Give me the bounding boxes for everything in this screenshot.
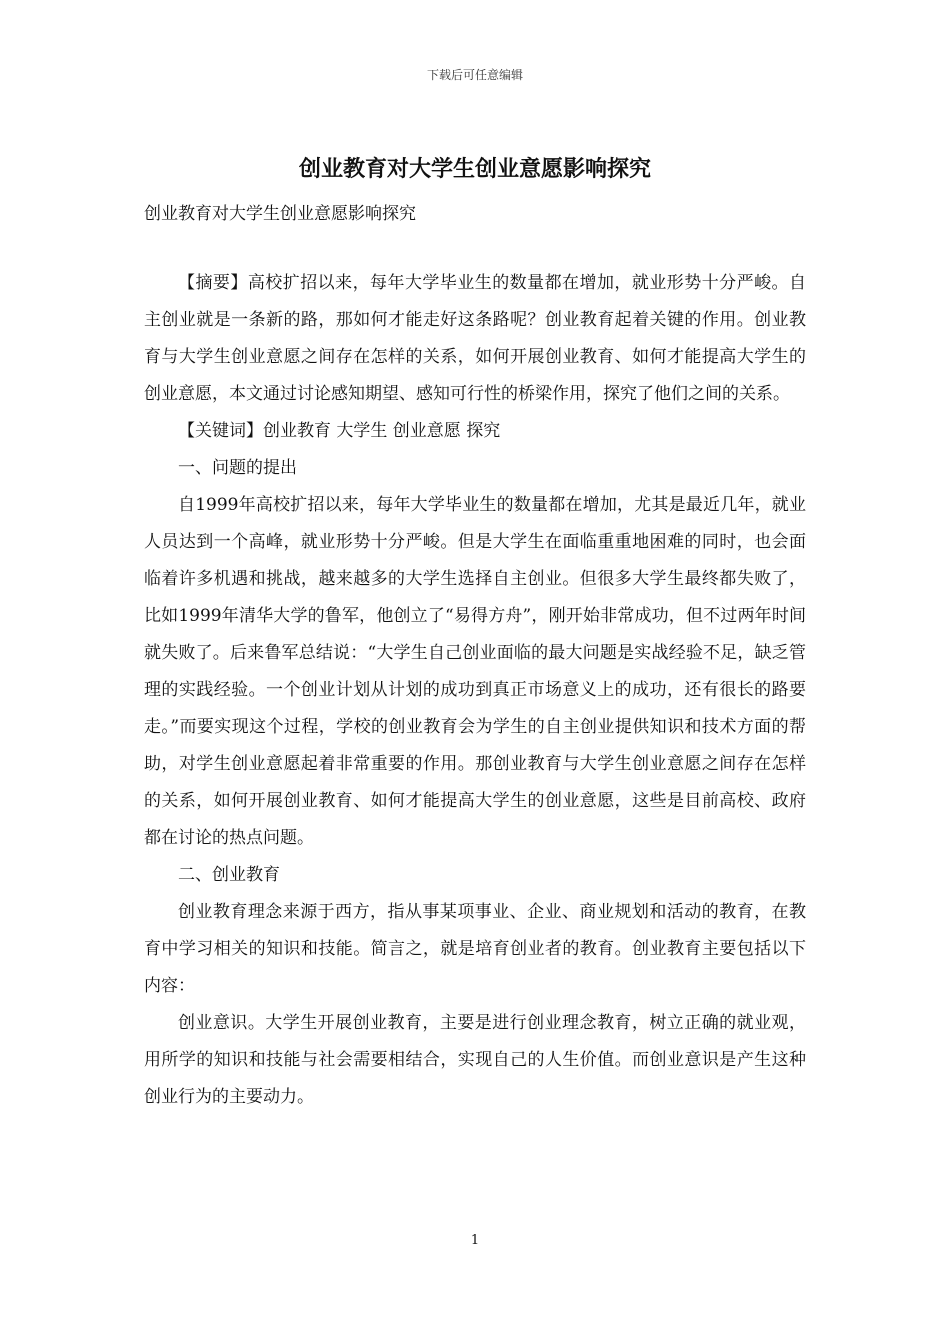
body-paragraph: 创业教育理念来源于西方，指从事某项事业、企业、商业规划和活动的教育，在教育中学习相关的知识和技能。简言之，就是培育创业者的教育。创业教育主要包括以下内容： bbox=[144, 902, 806, 996]
keywords-paragraph: 【关键词】创业教育 大学生 创业意愿 探究 bbox=[178, 421, 501, 441]
document-title: 创业教育对大学生创业意愿影响探究 bbox=[298, 156, 651, 182]
body-paragraph: 创业意识。大学生开展创业教育，主要是进行创业理念教育，树立正确的就业观，用所学的知识和技能与社会需要相结合，实现自己的人生价值。而创业意识是产生这种创业行为的主要动力。 bbox=[144, 1013, 806, 1107]
body-paragraph: 自1999年高校扩招以来，每年大学毕业生的数量都在增加，尤其是最近几年，就业人员达到一个高峰，就业形势十分严峻。但是大学生在面临重重地困难的同时，也会面临着许多机遇和挑战，越来越多的大学生选择自主创业。但很多大学生最终都失败了，比如1999年清华大学的鲁军，他创立了“易得方舟”，刚开始非常成功，但不过两年时间就失败了。后来鲁军总结说：“大学生自己创业面临的最大问题是实战经验不足，缺乏管理的实践经验。一个创业计划从计划的成功到真正市场意义上的成功，还有很长的路要走。”而要实现这个过程，学校的创业教育会为学生的自主创业提供知识和技术方面的帮助，对学生创业意愿起着非常重要的作用。那创业教育与大学生创业意愿之间存在怎样的关系，如何开展创业教育、如何才能提高大学生的创业意愿，这些是目前高校、政府都在讨论的热点问题。 bbox=[144, 495, 806, 848]
document-subtitle: 创业教育对大学生创业意愿影响探究 bbox=[144, 204, 416, 224]
abstract-paragraph: 【摘要】高校扩招以来，每年大学毕业生的数量都在增加，就业形势十分严峻。自主创业就是一条新的路，那如何才能走好这条路呢？创业教育起着关键的作用。创业教育与大学生创业意愿之间存在怎样的关系，如何开展创业教育、如何才能提高大学生的创业意愿，本文通过讨论感知期望、感知可行性的桥梁作用，探究了他们之间的关系。 bbox=[144, 273, 806, 404]
document-body bbox=[144, 265, 806, 1116]
section-heading-1: 一、问题的提出 bbox=[178, 458, 297, 478]
header-note: 下载后可任意编辑 bbox=[426, 68, 523, 82]
page-number: 1 bbox=[470, 1233, 480, 1248]
section-heading-2: 二、创业教育 bbox=[178, 865, 280, 885]
